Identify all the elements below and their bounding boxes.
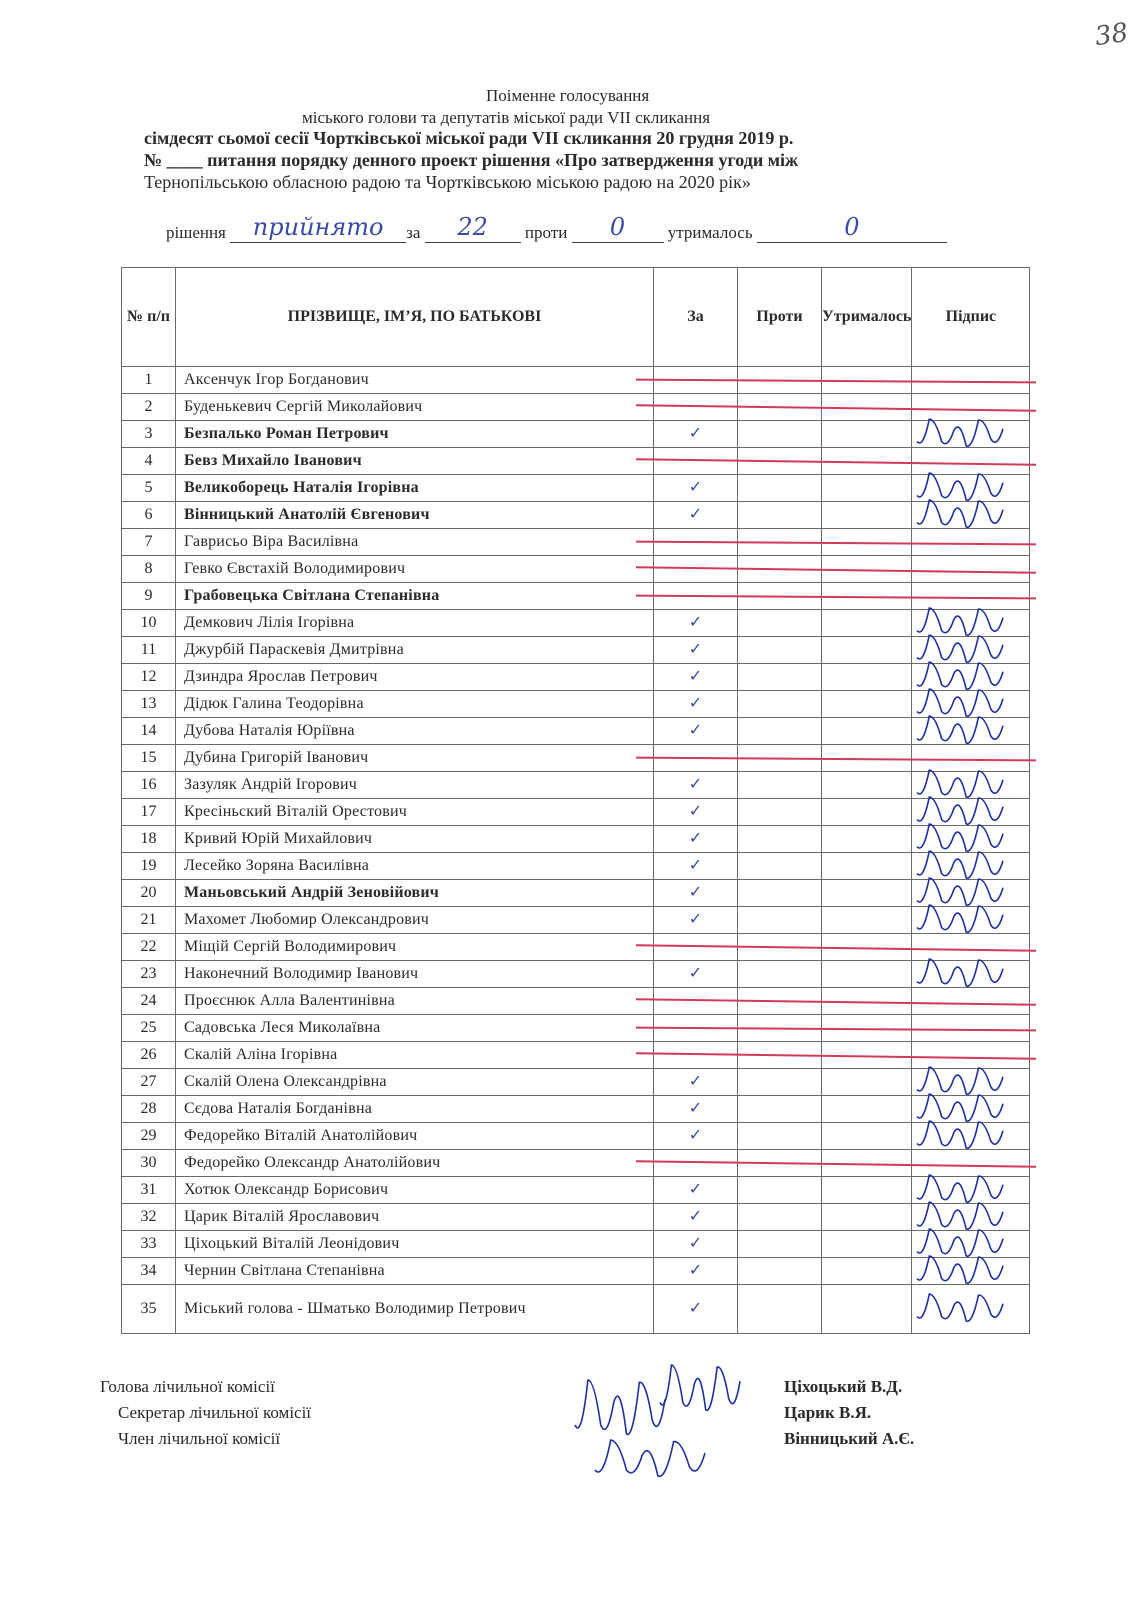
vote-for-mark: ✓ [654, 1204, 738, 1231]
vote-for-mark: ✓ [654, 502, 738, 529]
name-chair: Ціхоцький В.Д. [784, 1377, 903, 1396]
member-name: Лесейко Зоряна Василівна [176, 853, 654, 880]
member-name: Ціхоцький Віталій Леонідович [176, 1231, 654, 1258]
role-secretary: Секретар лічильної комісії [118, 1403, 312, 1422]
row-number: 27 [122, 1069, 176, 1096]
member-name: Кривий Юрій Михайлович [176, 826, 654, 853]
member-signature [917, 851, 1003, 878]
for-count: 22 [457, 213, 488, 241]
member-name: Великоборець Наталія Ігорівна [176, 475, 654, 502]
member-name: Дубина Григорій Іванович [176, 745, 654, 772]
row-number: 24 [122, 988, 176, 1015]
member-signature [917, 1067, 1003, 1094]
member-commission-signature [595, 1440, 705, 1476]
name-secretary: Царик В.Я. [784, 1403, 872, 1422]
title-line-2: міського голови та депутатів міської ради VII скликання [302, 108, 711, 127]
row-number: 2 [122, 394, 176, 421]
page-number: 38 [1092, 17, 1130, 53]
vote-for-mark: ✓ [654, 664, 738, 691]
vote-for-mark: ✓ [654, 772, 738, 799]
row-number: 16 [122, 772, 176, 799]
row-number: 29 [122, 1123, 176, 1150]
vote-for-mark: ✓ [654, 637, 738, 664]
row-number: 31 [122, 1177, 176, 1204]
col-signature-header: Підпис [912, 268, 1030, 367]
vote-for-mark: ✓ [654, 853, 738, 880]
col-name-header: ПРІЗВИЩЕ, ІМ’Я, ПО БАТЬКОВІ [176, 268, 654, 367]
member-signature [917, 635, 1003, 662]
member-name: Аксенчук Ігор Богданович [176, 367, 654, 394]
member-signature [917, 689, 1003, 716]
member-signature [917, 797, 1003, 824]
member-name: Безпалько Роман Петрович [176, 421, 654, 448]
row-number: 4 [122, 448, 176, 475]
col-for-header: За [654, 268, 738, 367]
for-label: за [406, 223, 421, 242]
member-signature [917, 1294, 1003, 1321]
decision-label: рішення [166, 223, 226, 242]
row-number: 25 [122, 1015, 176, 1042]
member-name: Наконечний Володимир Іванович [176, 961, 654, 988]
row-number: 22 [122, 934, 176, 961]
abstain-count: 0 [844, 213, 860, 241]
member-name: Грабовецька Світлана Степанівна [176, 583, 654, 610]
row-number: 32 [122, 1204, 176, 1231]
member-name: Буденькевич Сергій Миколайович [176, 394, 654, 421]
decision-result: прийнято [252, 213, 384, 241]
against-label: проти [524, 223, 568, 242]
col-against-header: Проти [738, 268, 822, 367]
member-name: Зазуляк Андрій Ігорович [176, 772, 654, 799]
member-name: Дідюк Галина Теодорівна [176, 691, 654, 718]
member-name: Дзиндра Ярослав Петрович [176, 664, 654, 691]
title-line-3: сімдесят сьомої сесії Чортківської міської ради VII скликання 20 грудня 2019 р. [144, 128, 794, 148]
row-number: 3 [122, 421, 176, 448]
row-number: 9 [122, 583, 176, 610]
vote-for-mark: ✓ [654, 691, 738, 718]
member-signature [917, 959, 1003, 986]
row-number: 19 [122, 853, 176, 880]
vote-for-mark: ✓ [654, 1069, 738, 1096]
member-signature [917, 500, 1003, 527]
row-number: 5 [122, 475, 176, 502]
row-number: 8 [122, 556, 176, 583]
member-name: Садовська Леся Миколаївна [176, 1015, 654, 1042]
member-name: Сєдова Наталія Богданівна [176, 1096, 654, 1123]
member-name: Скалій Олена Олександрівна [176, 1069, 654, 1096]
member-signature [917, 878, 1003, 905]
member-signature [917, 1175, 1003, 1202]
row-number: 33 [122, 1231, 176, 1258]
vote-for-mark: ✓ [654, 1096, 738, 1123]
commission-names [784, 1374, 914, 1452]
row-number: 23 [122, 961, 176, 988]
vote-for-mark: ✓ [654, 421, 738, 448]
member-name: Гаврисьо Віра Василівна [176, 529, 654, 556]
member-name: Кресіньский Віталій Орестович [176, 799, 654, 826]
member-signature [917, 1094, 1003, 1121]
vote-for-mark: ✓ [654, 907, 738, 934]
member-name: Бевз Михайло Іванович [176, 448, 654, 475]
member-signature [917, 1121, 1003, 1148]
against-count: 0 [609, 213, 626, 241]
member-name: Чернин Світлана Степанівна [176, 1258, 654, 1285]
title-line-5: Тернопільською обласною радою та Чортківською міською радою на 2020 рік» [144, 172, 751, 192]
member-name: Дубова Наталія Юріївна [176, 718, 654, 745]
row-number: 7 [122, 529, 176, 556]
row-number: 6 [122, 502, 176, 529]
member-name: Гевко Євстахій Володимирович [176, 556, 654, 583]
vote-for-mark: ✓ [654, 799, 738, 826]
secretary-signature [660, 1365, 740, 1410]
row-number: 28 [122, 1096, 176, 1123]
row-number: 10 [122, 610, 176, 637]
member-signature [917, 905, 1003, 932]
vote-for-mark: ✓ [654, 1285, 738, 1334]
row-number: 26 [122, 1042, 176, 1069]
vote-for-mark: ✓ [654, 961, 738, 988]
member-name: Федорейко Віталій Анатолійович [176, 1123, 654, 1150]
title-line-1: Поіменне голосування [486, 86, 650, 105]
row-number: 12 [122, 664, 176, 691]
member-name: Проєснюк Алла Валентинівна [176, 988, 654, 1015]
row-number: 18 [122, 826, 176, 853]
role-chair: Голова лічильної комісії [100, 1377, 275, 1396]
row-number: 20 [122, 880, 176, 907]
commission-roles [100, 1374, 311, 1452]
chair-signature [575, 1380, 665, 1434]
member-signature [917, 662, 1003, 689]
vote-for-mark: ✓ [654, 1123, 738, 1150]
member-signature [917, 824, 1003, 851]
row-number: 13 [122, 691, 176, 718]
row-number: 14 [122, 718, 176, 745]
member-name: Маньовський Андрій Зеновійович [176, 880, 654, 907]
member-signature [917, 716, 1003, 743]
vote-for-mark: ✓ [654, 1258, 738, 1285]
row-number: 35 [122, 1285, 176, 1334]
member-name: Демкович Лілія Ігорівна [176, 610, 654, 637]
row-number: 21 [122, 907, 176, 934]
member-name: Хотюк Олександр Борисович [176, 1177, 654, 1204]
vote-for-mark: ✓ [654, 1177, 738, 1204]
row-number: 34 [122, 1258, 176, 1285]
member-name: Вінницький Анатолій Євгенович [176, 502, 654, 529]
member-signature [917, 473, 1003, 500]
member-name: Царик Віталій Ярославович [176, 1204, 654, 1231]
row-number: 17 [122, 799, 176, 826]
member-signature [917, 608, 1003, 635]
member-name: Міщій Сергій Володимирович [176, 934, 654, 961]
member-signature [917, 1202, 1003, 1229]
member-name: Джурбій Параскевія Дмитрівна [176, 637, 654, 664]
abstain-label: утрималось [667, 223, 753, 242]
name-member: Вінницький А.Є. [784, 1429, 915, 1448]
title-line-4: № ____ питання порядку денного проект рішення «Про затвердження угоди між [144, 150, 799, 170]
vote-for-mark: ✓ [654, 718, 738, 745]
row-number: 15 [122, 745, 176, 772]
vote-for-mark: ✓ [654, 1231, 738, 1258]
member-name: Міський голова - Шматько Володимир Петрович [176, 1285, 654, 1334]
member-name: Махомет Любомир Олександрович [176, 907, 654, 934]
row-number: 1 [122, 367, 176, 394]
vote-for-mark: ✓ [654, 475, 738, 502]
col-abstain-header: Утрималось [822, 268, 912, 367]
col-number-header: № п/п [122, 268, 176, 367]
vote-for-mark: ✓ [654, 880, 738, 907]
member-signature [917, 1256, 1003, 1283]
member-name: Федорейко Олександр Анатолійович [176, 1150, 654, 1177]
row-number: 30 [122, 1150, 176, 1177]
vote-for-mark: ✓ [654, 826, 738, 853]
role-member: Член лічильної комісії [118, 1429, 281, 1448]
member-name: Скалій Аліна Ігорівна [176, 1042, 654, 1069]
member-signature [917, 770, 1003, 797]
member-signature [917, 419, 1003, 446]
vote-for-mark: ✓ [654, 610, 738, 637]
member-signature [917, 1229, 1003, 1256]
row-number: 11 [122, 637, 176, 664]
